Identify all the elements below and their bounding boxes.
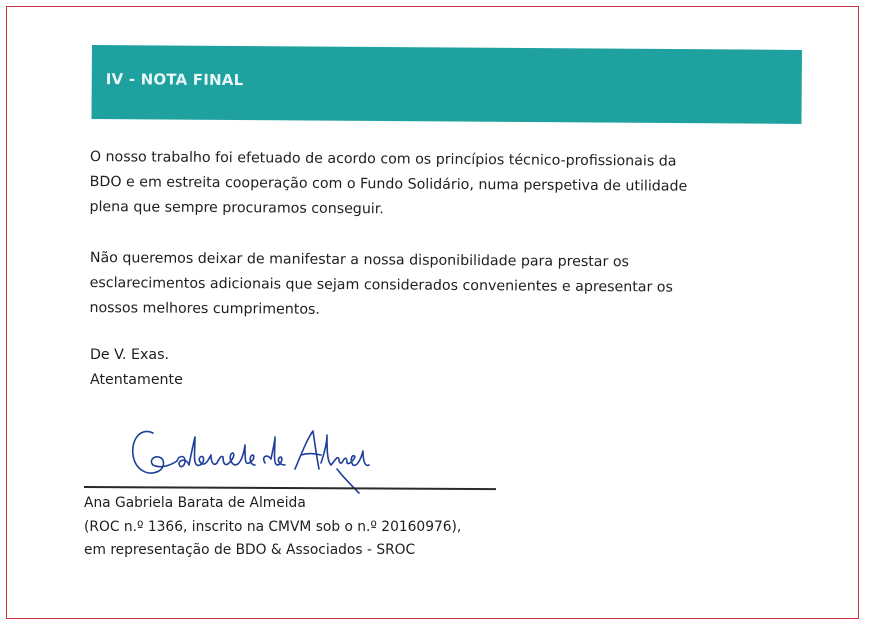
paragraph-line: O nosso trabalho foi efetuado de acordo com os princípios técnico-profissionais da bbox=[89, 148, 677, 170]
signer-credentials: (ROC n.º 1366, inscrito na CMVM sob o n.º 20160976), bbox=[84, 518, 462, 535]
signer-name: Ana Gabriela Barata de Almeida bbox=[84, 495, 306, 511]
closing-block bbox=[90, 343, 183, 393]
signer-representation: em representação de BDO & Associados - SROC bbox=[84, 542, 416, 558]
paragraph-line: Não queremos deixar de manifestar a nossa disponibilidade para prestar os bbox=[89, 249, 629, 271]
paragraph-line: esclarecimentos adicionais que sejam considerados convenientes e apresentar os bbox=[89, 274, 673, 296]
salutation: De V. Exas. bbox=[90, 347, 170, 363]
paragraph-line: plena que sempre procuramos conseguir. bbox=[89, 198, 384, 218]
signoff: Atentamente bbox=[90, 372, 183, 388]
paragraph-work-statement bbox=[89, 145, 687, 225]
paragraph-availability bbox=[89, 246, 673, 326]
section-banner bbox=[91, 45, 801, 124]
paragraph-line: nossos melhores cumprimentos. bbox=[89, 299, 321, 318]
paragraph-line: BDO e em estreita cooperação com o Fundo Solidário, numa perspetiva de utilidade bbox=[89, 173, 688, 195]
signer-block bbox=[84, 492, 461, 563]
section-title: IV - NOTA FINAL bbox=[105, 70, 244, 90]
